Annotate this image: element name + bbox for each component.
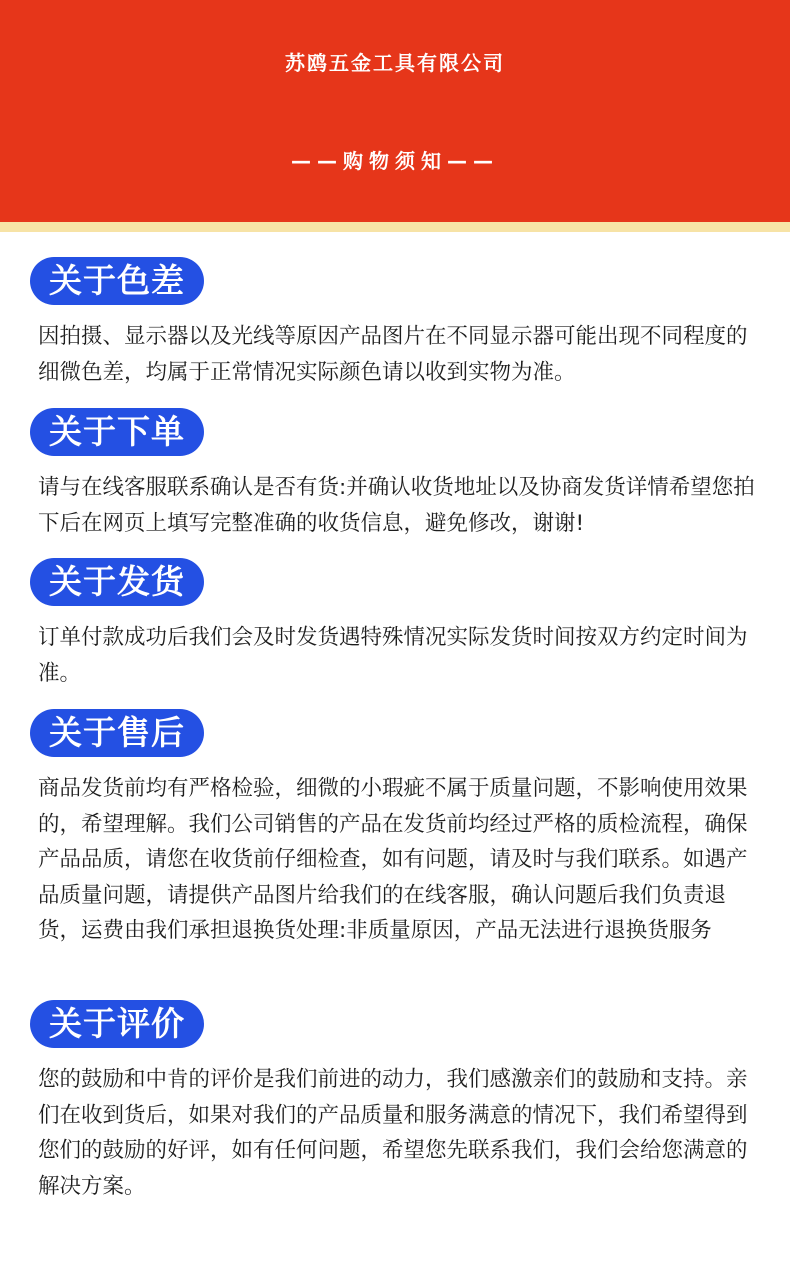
section-heading-after-sales: 关于售后 — [30, 709, 204, 757]
section-text-shipping: 订单付款成功后我们会及时发货遇特殊情况实际发货时间按双方约定时间为准。 — [38, 625, 748, 686]
section-text-after-sales: 商品发货前均有严格检验，细微的小瑕疵不属于质量问题，不影响使用效果的，希望理解。我们公司销售的产品在发货前均经过严格的质检流程，确保产品品质，请您在收货前仔细检查，如有问题，请及时与我们联系。如遇产品质量问题，请提供产品图片给我们的在线客服，确认问题后我们负责退货，运费由我们承担退换货处理:非质量原因，产品无法进行退换货服务 — [38, 776, 748, 943]
section-text-ordering: 请与在线客服联系确认是否有货:并确认收货地址以及协商发货详情希望您拍下后在网页上填写完整准确的收货信息，避免修改，谢谢! — [38, 475, 755, 536]
section-heading-color-difference: 关于色差 — [30, 257, 204, 305]
section-heading-reviews: 关于评价 — [30, 1000, 204, 1048]
section-heading-shipping: 关于发货 — [30, 558, 204, 606]
section-text-reviews: 您的鼓励和中肯的评价是我们前进的动力，我们感激亲们的鼓励和支持。亲们在收到货后，如果对我们的产品质量和服务满意的情况下，我们希望得到您们的鼓励的好评，如有任何问题，希望您先联系我们，我们会给您满意的解决方案。 — [38, 1067, 748, 1199]
header-divider-stripe — [0, 222, 790, 232]
section-text-color-difference: 因拍摄、显示器以及光线等原因产品图片在不同显示器可能出现不同程度的细微色差，均属于正常情况实际颜色请以收到实物为准。 — [38, 324, 748, 385]
header-banner — [0, 0, 790, 222]
company-title: 苏鸥五金工具有限公司 — [285, 51, 505, 75]
shopping-notice-title: ——购物须知—— — [291, 149, 499, 173]
section-heading-ordering: 关于下单 — [30, 408, 204, 456]
